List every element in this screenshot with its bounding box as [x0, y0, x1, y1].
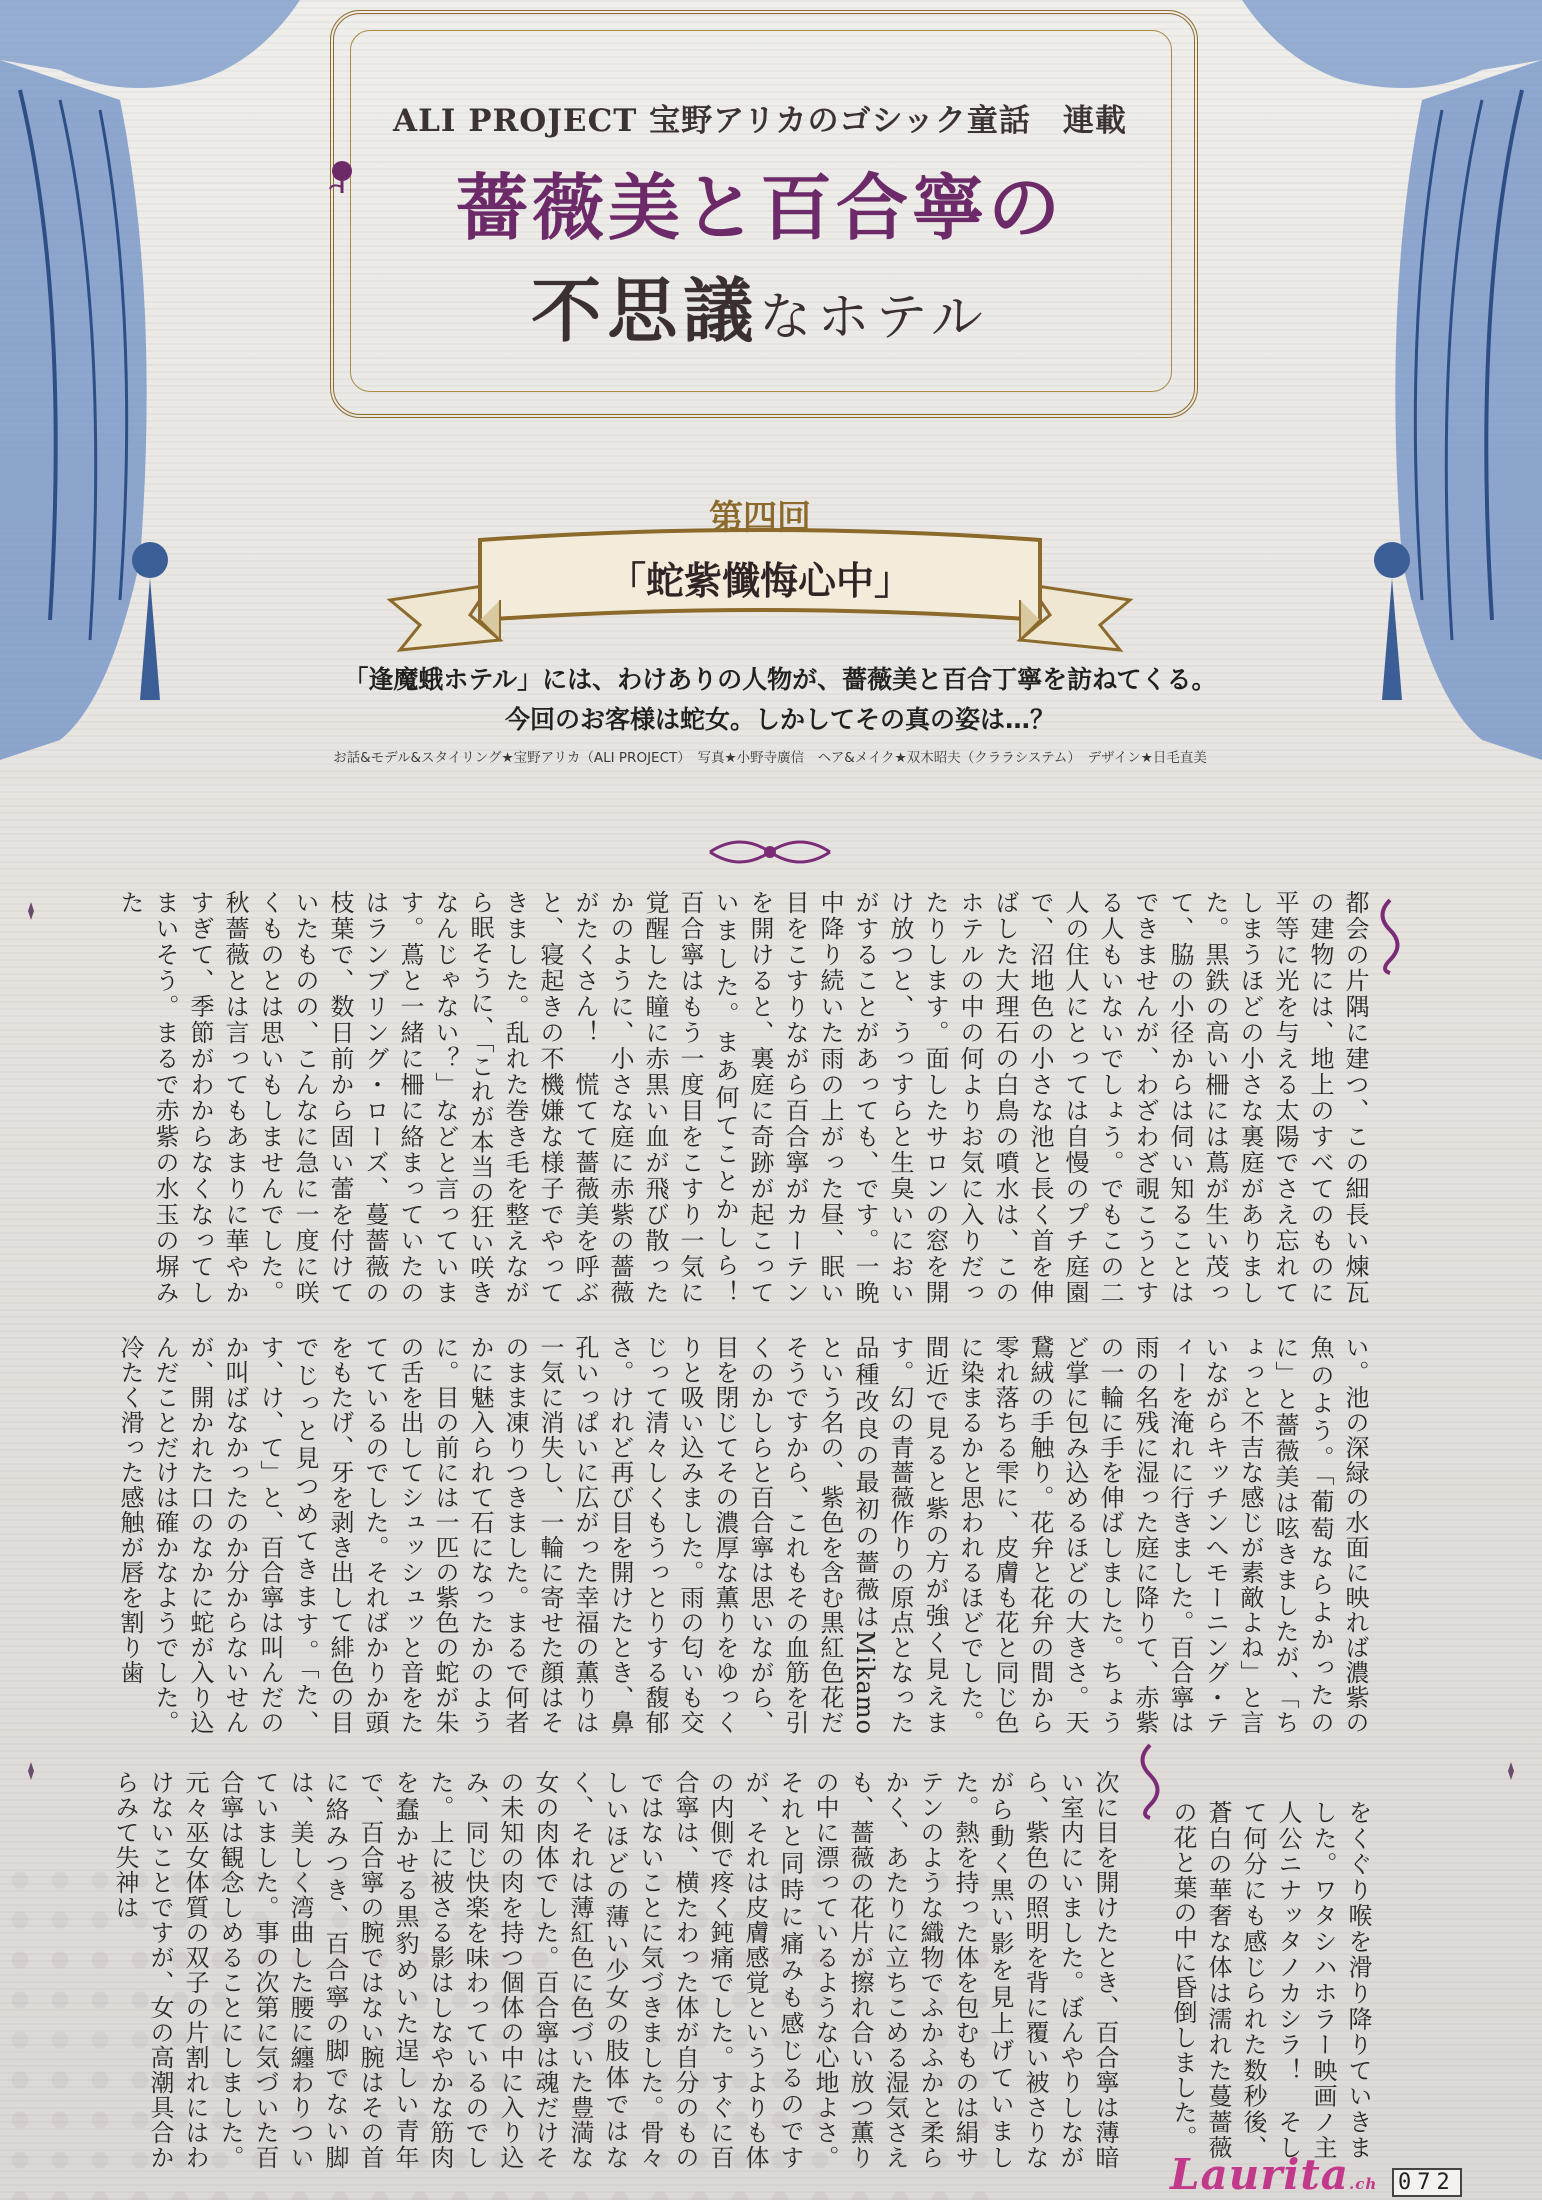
scroll-ornament-icon — [1370, 895, 1410, 975]
fleur-icon — [20, 1760, 42, 1782]
lead-line-1: 「逢魔蛾ホテル」には、わけありの人物が、薔薇美と百合丁寧を訪ねてくる。 — [343, 665, 1217, 694]
body-text-row-3-right: をくぐり喉を滑り降りていきました。ワタシハホラー映画ノ主人公ニナッタノカシラ！ そして何分にも感じられた数秒後、蒼白の華奢な体は濡れた蔓薔薇の花と葉の中に昏倒しました。 — [1169, 1800, 1372, 2160]
watermark-tld: .ch — [1348, 2175, 1378, 2193]
title-line-2 — [310, 255, 1210, 356]
watermark-text: Laurita — [1170, 2150, 1349, 2199]
episode-title: 「蛇紫懺悔心中」 — [607, 558, 912, 603]
body-text-row-1: 都会の片隅に建つ、この細長い煉瓦の建物には、地上のすべてのものに平等に光を与える太陽でさえ忘れてしまうほどの小さな裏庭がありました。黒鉄の高い柵には蔦が生い茂って、脇の小径からは伺い知ることはできませんが、わざわざ覗こうとする人もいないでしょう。でもこの二人の住人にとっては自慢のプチ庭園で、沼地色の小さな池と長く首を伸ばした大理石の白鳥の噴水は、このホテルの中の何よりお気に入りだったりします。面したサロンの窓を開け放つと、うっすらと生臭いにおいがすることがあっても、です。一晩中降り続いた雨の上がった昼、眠い目をこすりながら百合寧がカーテンを開けると、裏庭に奇跡が起こっていました。まあ何てことかしら！ 百合寧はもう一度目をこすり一気に覚醒した瞳に赤黒い血が飛び散ったかのように、小さな庭に赤紫の薔薇がたくさん！ 慌てて薔薇美を呼ぶと、寝起きの不機嫌な様子でやってきました。乱れた巻き毛を整えながら眠そうに、「これが本当の狂い咲きなんじゃない？」などと言っています。蔦と一緒に柵に絡まっていたのはランブリング・ローズ、蔓薔薇の枝葉で、数日前から固い蕾を付けていたものの、こんなに急に一度に咲くものとは思いもしませんでした。秋薔薇とは言ってもあまりに華やかすぎて、季節がわからなくなってしまいそう。まるで赤紫の水玉の塀みた — [116, 890, 1369, 1330]
curtain-left-illustration — [0, 0, 300, 760]
title-line-2-main: 不思議 — [531, 269, 760, 352]
fleur-icon — [1500, 1760, 1522, 1782]
series-heading: ALI PROJECT 宝野アリカのゴシック童話 連載 — [393, 103, 1127, 139]
watermark-logo — [1170, 2150, 1377, 2199]
lead-line-2: 今回のお客様は蛇女。しかしてその真の姿は…？ — [504, 705, 1055, 734]
body-text-row-3: 次に目を開けたとき、百合寧は薄暗い室内にいました。ぼんやりしながら、紫色の照明を背に覆い被さりながら動く黒い影を見上げていました。熱を持った体を包むものは絹サテンのような織物でふかふかと柔らかく、あたりに立ちこめる湿気さえも、薔薇の花片が擦れ合い放つ薫りの中に漂っているような心地よさ。それと同時に痛みも感じるのですが、それは皮膚感覚というよりも体の内側で疼く鈍痛でした。すぐに百合寧は、横たわった体が自分のものではないことに気づきました。骨々しいほどの薄い少女の肢体ではなく、それは薄紅色に色づいた豊満な女の肉体でした。百合寧は魂だけその未知の肉を持つ個体の中に入り込み、同じ快楽を味わっているのでした。上に被さる影はしなやかな筋肉を蠢かせる黒豹めいた逞しい青年で、百合寧の腕ではない腕はその首に絡みつき、百合寧の脚でない脚は、美しく湾曲した腰に纏わりついていました。事の次第に気づいた百合寧は観念しめることにしました。元々巫女体質の双子の片割れにはわけないことですが、女の高潮具合からみて失神は — [111, 1770, 1119, 2170]
page-number: 072 — [1392, 2168, 1462, 2197]
title-line-2-rest: なホテル — [759, 288, 989, 348]
title-line-1: 薔薇美と百合寧の — [455, 165, 1064, 250]
center-ornament-icon — [700, 832, 840, 872]
credits-line: お話&モデル&スタイリング★宝野アリカ（ALI PROJECT） 写真★小野寺廣信 ヘア&メイク★双木昭夫（クララシステム） デザイン★日毛直美 — [333, 750, 1207, 766]
curtain-right-illustration — [1242, 0, 1542, 760]
episode-number: 第四回 — [709, 498, 811, 538]
snakeskin-pattern — [0, 1860, 1000, 2200]
fleur-icon — [20, 900, 42, 922]
body-text-row-2: い。池の深緑の水面に映れば濃紫の魚のよう。「葡萄ならよかったのに」と薔薇美は呟きましたが、「ちょっと不吉な感じが素敵よね」と言いながらキッチンへモーニング・ティーを淹れに行きました。百合寧は雨の名残に湿った庭に降りて、赤紫の一輪に手を伸ばしました。ちょうど掌に包み込めるほどの大きさ。天鵞絨の手触り。花弁と花弁の間から零れ落ちる雫に、皮膚も花と同じ色に染まるかと思われるほどでした。間近で見ると紫の方が強く見えます。幻の青薔薇作りの原点となった品種改良の最初の薔薇はMikamoという名の、紫色を含む黒紅色花だそうですから、これもその血筋を引くのかしらと百合寧は思いながら、目を閉じてその濃厚な薫りをゆっくりと吸い込みました。雨の匂いも交じって清々しくもうっとりする馥郁さ。けれど再び目を開けたとき、鼻孔いっぱいに広がった幸福の薫りは一気に消失し、一輪に寄せた顔はそのまま凍りつきました。まるで何者かに魅入られて石になったかのように。目の前には一匹の紫色の蛇が朱の舌を出してシュッシュッと音をたてているのでした。そればかりか頭をもたげ、牙を剥き出して緋色の目でじっと見つめてきます。「た、す、け、て」と、百合寧は叫んだのか叫ばなかったのか分からないせんが、開かれた口のなかに蛇が入り込んだことだけは確かなようでした。冷たく滑った感触が唇を割り歯 — [116, 1335, 1369, 1735]
